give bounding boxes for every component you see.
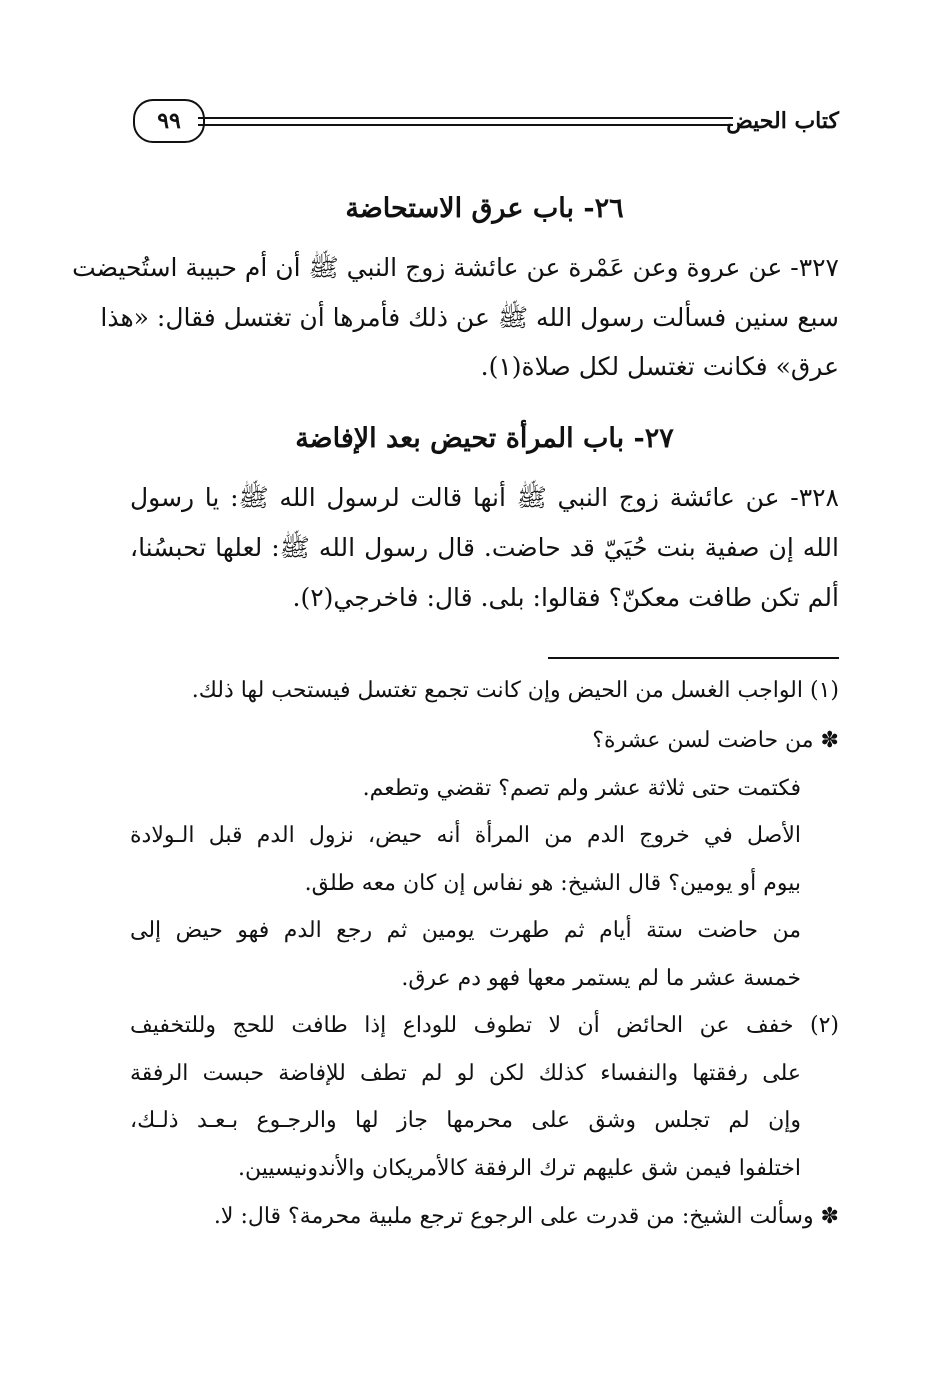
page-number: ٩٩ [133, 99, 205, 143]
section-heading: ٢٦- باب عرق الاستحاضة [345, 193, 624, 224]
running-header-title: كتاب الحيض [726, 108, 839, 134]
footnote-line: فكتمت حتى ثلاثة عشر ولم تصم؟ تقضي وتطعم. [362, 776, 801, 801]
footnote-separator [548, 657, 839, 659]
footnote-line: ✽ من حاضت لسن عشرة؟ [592, 728, 839, 753]
footnote-line: وإن لم تجلس وشق على محرمها جاز لها والرجـوع بـعـد ذلـك، [130, 1108, 801, 1133]
footnote-line: (١) الواجب الغسل من الحيض وإن كانت تجمع تغتسل فيستحب لها ذلك. [191, 678, 839, 703]
footnote-line: الأصل في خروج الدم من المرأة أنه حيض، نزول الدم قبل الـولادة [130, 823, 801, 848]
hadith-line: ٣٢٧- عن عروة وعن عَمْرة عن عائشة زوج النبي ﷺ أن أم حبيبة استُحيضت [72, 253, 839, 282]
footnote-line: خمسة عشر ما لم يستمر معها فهو دم عرق. [401, 966, 801, 991]
hadith-line: ٣٢٨- عن عائشة زوج النبي ﷺ أنها قالت لرسول الله ﷺ: يا رسول [130, 483, 839, 512]
footnote-line: بيوم أو يومين؟ قال الشيخ: هو نفاس إن كان معه طلق. [304, 871, 801, 896]
section-heading: ٢٧- باب المرأة تحيض بعد الإفاضة [295, 423, 674, 454]
hadith-line: عرق» فكانت تغتسل لكل صلاة(١). [480, 352, 839, 381]
footnote-line: على رفقتها والنفساء كذلك لكن لو لم تطف للإفاضة حبست الرفقة [130, 1061, 801, 1086]
footnote-line: من حاضت ستة أيام ثم طهرت يومين ثم رجع الدم فهو حيض إلى [130, 918, 801, 943]
footnote-line: ✽ وسألت الشيخ: من قدرت على الرجوع ترجع ملبية محرمة؟ قال: لا. [213, 1204, 839, 1229]
header-double-rule [198, 117, 733, 126]
hadith-line: الله إن صفية بنت حُيَيّ قد حاضت. قال رسول الله ﷺ: لعلها تحبسُنا، [130, 533, 839, 562]
footnote-line: اختلفوا فيمن شق عليهم ترك الرفقة كالأمريكان والأندونيسيين. [238, 1156, 801, 1181]
hadith-line: ألم تكن طافت معكنّ؟ فقالوا: بلى. قال: فاخرجي(٢). [292, 583, 839, 612]
hadith-line: سبع سنين فسألت رسول الله ﷺ عن ذلك فأمرها أن تغتسل فقال: «هذا [100, 303, 839, 332]
footnote-line: (٢) خفف عن الحائض أن لا تطوف للوداع إذا طافت للحج وللتخفيف [130, 1013, 839, 1038]
